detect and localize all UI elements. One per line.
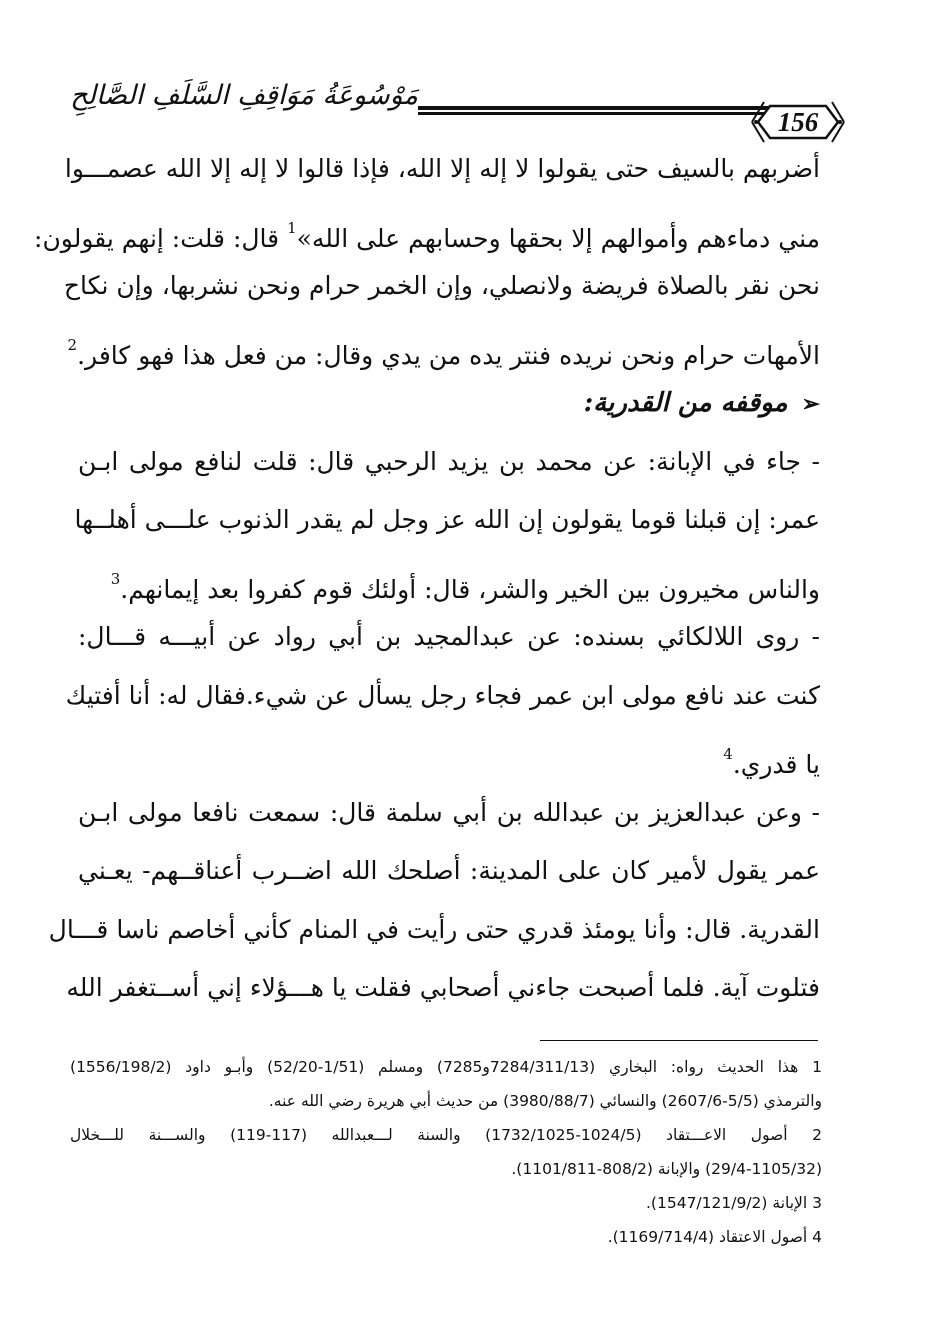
- text-line: - روى اللالكائي بسنده: عن عبدالمجيد بن أبي رواد عن أبيـــه قـــال:: [78, 622, 820, 651]
- footnote-ref: 2: [67, 335, 78, 354]
- text-line: القدرية. قال: وأنا يومئذ قدري حتى رأيت في المنام كأني أخاصم ناسا قـــال: [48, 914, 820, 944]
- footnote-line: 4 أصول الاعتقاد (1169/714/4).: [607, 1228, 822, 1246]
- page-number: 156: [777, 107, 819, 137]
- footnote-line: 3 الإبانة (1547/121/9/2).: [646, 1194, 822, 1212]
- text-line: نحن نقر بالصلاة فريضة ولانصلي، وإن الخمر حرام ونحن نشربها، وإن نكاح: [63, 271, 820, 300]
- footnote-line: والترمذي (5/5-2607/6) والنسائي (3980/88/7) من حديث أبي هريرة رضي الله عنه.: [268, 1092, 822, 1110]
- text-line: كنت عند نافع مولى ابن عمر فجاء رجل يسأل عن شيء.فقال له: أنا أفتيك: [65, 680, 820, 710]
- section-heading: ➢موقفه من القدرية:: [78, 374, 820, 433]
- text-line: يا قدري.$^4$: [723, 745, 820, 779]
- main-text: [34, 140, 820, 1018]
- footnotes: [70, 1050, 822, 1254]
- text-line: والناس مخيرون بين الخير والشر، قال: أولئك قوم كفروا بعد إيمانهم.$^3$: [110, 569, 820, 604]
- page-number-badge: [750, 98, 846, 146]
- text-line: فتلوت آية. فلما أصبحت جاءني أصحابي فقلت يا هـــؤلاء إني أســتغفر الله: [66, 973, 820, 1002]
- text-line: - وعن عبدالعزيز بن عبدالله بن أبي سلمة قال: سمعت نافعا مولى ابـن: [78, 797, 820, 827]
- footnote-line: 1 هذا الحديث رواه: البخاري (7284/311/13و7285) ومسلم (1/51-52/20) وأبـو داود (1556/198/2): [70, 1058, 822, 1076]
- footnote-line: 2 أصول الاعـــتقاد (1024/5-1732/1025) والسنة لـــعبدالله (117-119) والســـنة للـــخلال: [70, 1126, 822, 1144]
- header-rule: [418, 106, 790, 118]
- arrowhead-icon: ➢: [801, 391, 820, 417]
- footnote-ref: 1: [287, 218, 297, 237]
- text-line: الأمهات حرام ونحن نريده فنتر يده من يدي وقال: من فعل هذا فهو كافر.$^2$: [67, 335, 820, 370]
- footnote-ref: 4: [723, 745, 733, 763]
- text-line: عمر يقول لأمير كان على المدينة: أصلحك الله اضــرب أعناقــهم- يعـني: [78, 856, 820, 885]
- footnote-separator: [540, 1040, 818, 1041]
- book-title: مَوْسُوعَةُ مَوَاقِفِ السَّلَفِ الصَّالِحِ: [70, 80, 418, 111]
- page-header: [70, 78, 850, 148]
- text-line: مني دماءهم وأموالهم إلا بحقها وحسابهم على الله»$^1$ قال: قلت: إنهم يقولون:: [34, 218, 820, 253]
- footnote-line: (29/4-1105/32) والإبانة (808/2-1101/811).: [511, 1160, 822, 1178]
- text-line: - جاء في الإبانة: عن محمد بن يزيد الرحبي قال: قلت لنافع مولى ابـن: [78, 446, 820, 476]
- text-line: أضربهم بالسيف حتى يقولوا لا إله إلا الله، فإذا قالوا لا إله إلا الله عصمـــوا: [64, 154, 820, 183]
- text-line: عمر: إن قبلنا قوما يقولون إن الله عز وجل لم يقدر الذنوب علـــى أهلــها: [74, 505, 820, 534]
- footnote-ref: 3: [110, 569, 121, 588]
